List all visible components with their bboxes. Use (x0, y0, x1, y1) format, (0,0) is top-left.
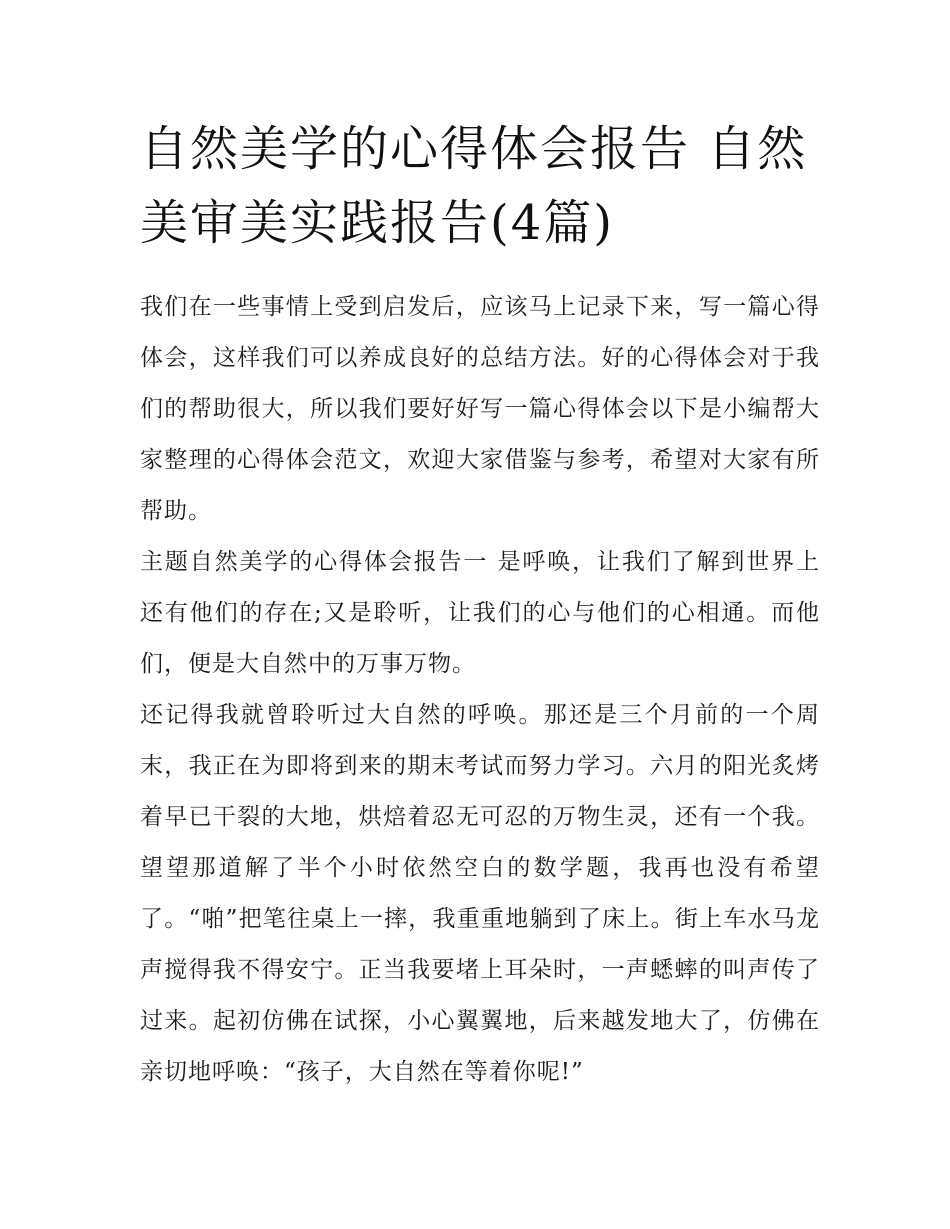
paragraph-memory: 还记得我就曾聆听过大自然的呼唤。那还是三个月前的一个周末，我正在为即将到来的期末考试而努力学习。六月的阳光炙烤着早已干裂的大地，烘焙着忍无可忍的万物生灵，还有一个我。望望那道解了半个小时依然空白的数学题，我再也没有希望了。“啪”把笔往桌上一摔，我重重地躺到了床上。街上车水马龙声搅得我不得安宁。正当我要堵上耳朵时，一声蟋蟀的叫声传了过来。起初仿佛在试探，小心翼翼地，后来越发地大了，仿佛在亲切地呼唤：“孩子，大自然在等着你呢!” (140, 702, 820, 1085)
paragraph-intro: 我们在一些事情上受到启发后，应该马上记录下来，写一篇心得体会，这样我们可以养成良好的总结方法。好的心得体会对于我们的帮助很大，所以我们要好好写一篇心得体会以下是小编帮大家整理的心得体会范文，欢迎大家借鉴与参考，希望对大家有所帮助。 (140, 294, 820, 524)
paragraph-report-one: 主题自然美学的心得体会报告一 是呼唤，让我们了解到世界上还有他们的存在;又是聆听，让我们的心与他们的心相通。而他们，便是大自然中的万事万物。 (140, 549, 820, 677)
document-title: 自然美学的心得体会报告 自然美审美实践报告(4篇) (140, 121, 808, 251)
document-body (140, 282, 820, 1098)
